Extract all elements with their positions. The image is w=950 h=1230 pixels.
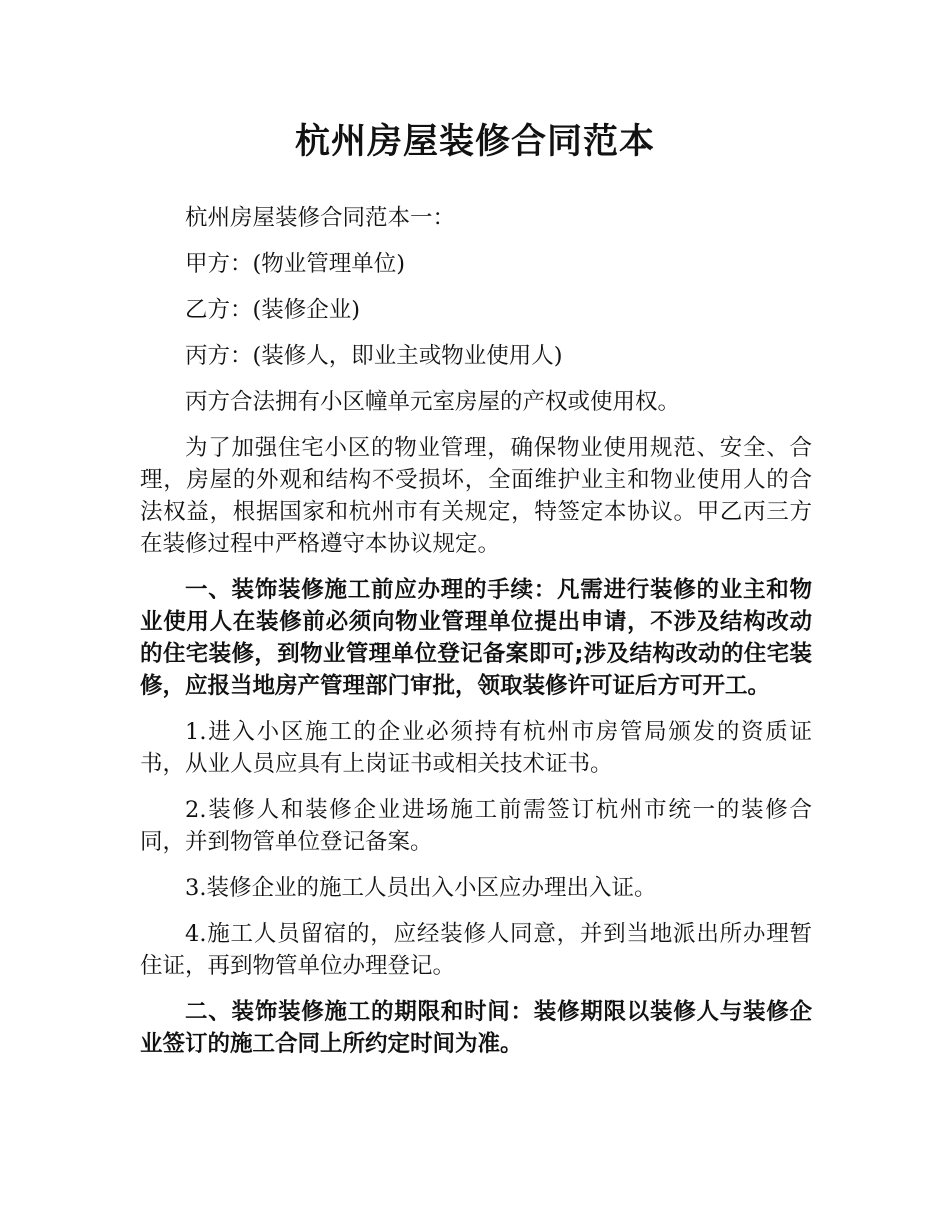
paragraph-party-c: 丙方：(装修人，即业主或物业使用人) xyxy=(185,343,563,369)
paragraph-purpose: 为了加强住宅小区的物业管理，确保物业使用规范、安全、合理，房屋的外观和结构不受损坏，全面维护业主和物业使用人的合法权益，根据国家和杭州市有关规定，特签定本协议。甲乙丙三方在装修过程中严格遵守本协议规定。 xyxy=(140,435,812,557)
paragraph-item-1: 1.进入小区施工的企业必须持有杭州市房管局颁发的资质证书，从业人员应具有上岗证书或相关技术证书。 xyxy=(140,719,812,777)
paragraph-item-4: 4.施工人员留宿的，应经装修人同意，并到当地派出所办理暂住证，再到物管单位办理登记。 xyxy=(140,921,812,979)
paragraph-item-2: 2.装修人和装修企业进场施工前需签订杭州市统一的装修合同，并到物管单位登记备案。 xyxy=(140,797,812,855)
section-heading-period: 二、装饰装修施工的期限和时间：装修期限以装修人与装修企业签订的施工合同上所约定时间为准。 xyxy=(140,999,812,1057)
document-title: 杭州房屋装修合同范本 xyxy=(294,122,655,162)
paragraph-party-b: 乙方：(装修企业) xyxy=(185,297,361,323)
document-body xyxy=(140,202,812,1074)
paragraph-ownership: 丙方合法拥有小区幢单元室房屋的产权或使用权。 xyxy=(185,389,681,415)
paragraph-item-3: 3.装修企业的施工人员出入小区应办理出入证。 xyxy=(185,875,657,901)
paragraph-party-a: 甲方：(物业管理单位) xyxy=(185,251,406,277)
paragraph-heading: 杭州房屋装修合同范本一： xyxy=(185,205,456,231)
section-heading-procedures: 一、装饰装修施工前应办理的手续：凡需进行装修的业主和物业使用人在装修前必须向物业管理单位提出申请，不涉及结构改动的住宅装修，到物业管理单位登记备案即可;涉及结构改动的住宅装修，应报当地房产管理部门审批，领取装修许可证后方可开工。 xyxy=(140,577,812,699)
